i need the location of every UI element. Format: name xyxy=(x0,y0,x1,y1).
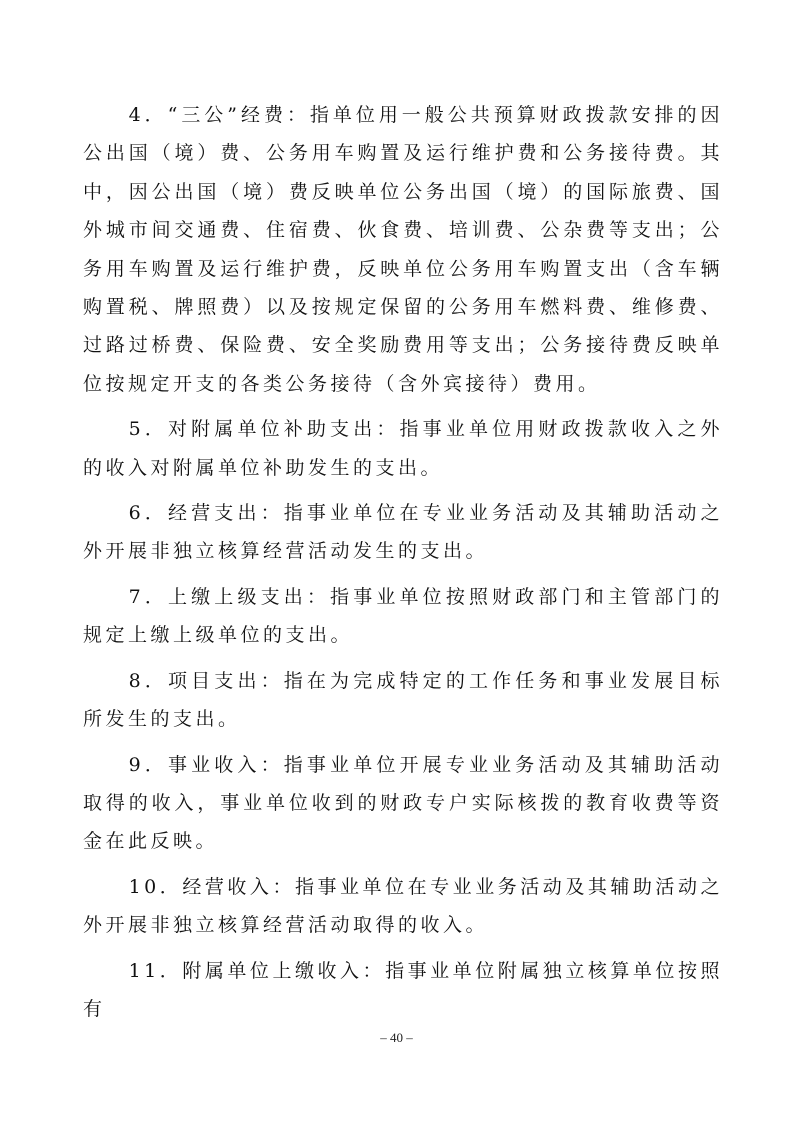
document-body xyxy=(83,96,723,1035)
paragraph-subsidiary-subsidy-expense: 5．对附属单位补助支出：指事业单位用财政拨款收入之外的收入对附属单位补助发生的支出。 xyxy=(83,418,723,479)
page-number: – 40 – xyxy=(380,1030,413,1045)
paragraph-operating-income: 10．经营收入：指事业单位在专业业务活动及其辅助活动之外开展非独立核算经营活动取得的收入。 xyxy=(83,875,723,937)
paragraph-business-income: 9．事业收入：指事业单位开展专业业务活动及其辅助活动取得的收入，事业单位收到的财政专户实际核拨的教育收费等资金在此反映。 xyxy=(83,753,723,853)
paragraph-remittance-to-superior: 7．上缴上级支出：指事业单位按照财政部门和主管部门的规定上缴上级单位的支出。 xyxy=(83,585,723,647)
paragraph-san-gong-funds: 4．“三公”经费：指单位用一般公共预算财政拨款安排的因公出国（境）费、公务用车购置及运行维护费和公务接待费。其中，因公出国（境）费反映单位公务出国（境）的国际旅费、国外城市间交通费、住宿费、伙食费、培训费、公杂费等支出；公务用车购置及运行维护费，反映单位公务用车购置支出（含车辆购置税、牌照费）以及按规定保留的公务用车燃料费、维修费、过路过桥费、保险费、安全奖励费用等支出；公务接待费反映单位按规定开支的各类公务接待（含外宾接待）费用。 xyxy=(83,104,723,395)
paragraph-operating-expense: 6．经营支出：指事业单位在专业业务活动及其辅助活动之外开展非独立核算经营活动发生的支出。 xyxy=(83,502,723,563)
paragraph-project-expense: 8．项目支出：指在为完成特定的工作任务和事业发展目标所发生的支出。 xyxy=(83,669,723,731)
paragraph-subsidiary-remittance-income: 11．附属单位上缴收入：指事业单位附属独立核算单位按照有 xyxy=(83,959,723,1020)
